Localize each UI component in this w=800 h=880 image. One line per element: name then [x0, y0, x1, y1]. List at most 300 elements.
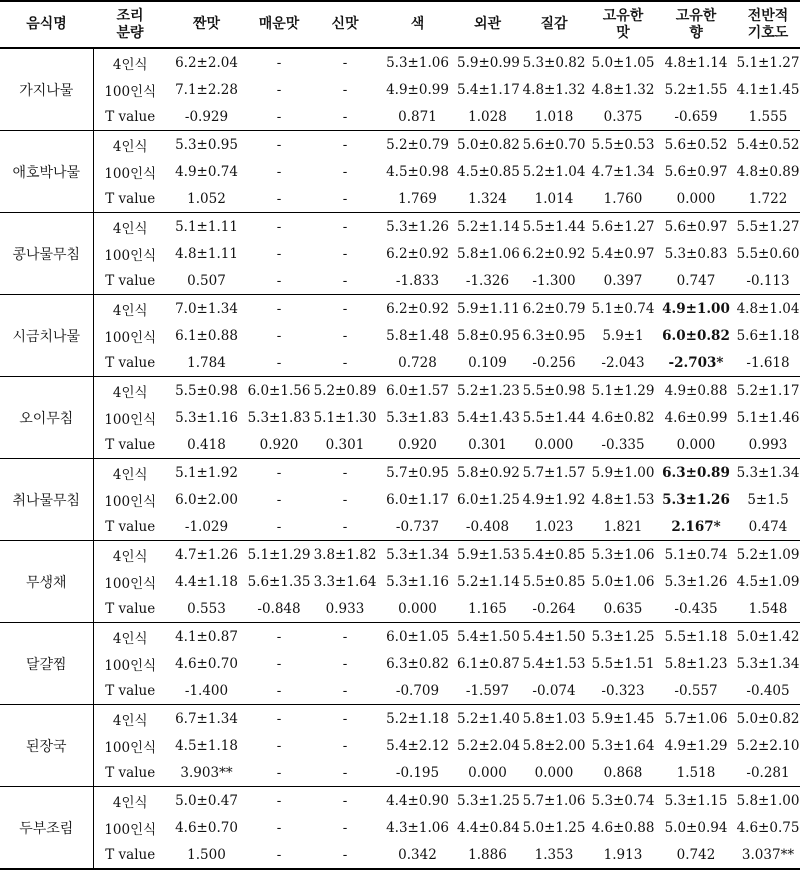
value-cell: 5.3±0.95 — [175, 136, 238, 153]
value-cell: 0.301 — [457, 431, 518, 459]
food-name-cell: 달걀찜 — [0, 623, 93, 705]
food-name-cell: 두부조림 — [0, 787, 93, 870]
t-value-row — [0, 431, 800, 459]
value-cell: 5.1±1.27 — [736, 54, 800, 71]
value-cell: 5.0±1.05 — [591, 54, 655, 71]
table-row — [0, 623, 800, 651]
value-cell: 5.0±1.25 — [522, 819, 586, 836]
table-row — [0, 568, 800, 595]
amount-cell: 100인식 — [104, 411, 157, 428]
value-cell: 5.6±0.97 — [664, 218, 728, 235]
value-cell: -1.326 — [457, 267, 518, 295]
amount-cell: 4인식 — [112, 630, 148, 647]
value-cell: - — [312, 349, 378, 377]
value-cell: 4.5±1.09 — [736, 573, 800, 590]
value-cell: 6.0±0.82 — [662, 327, 730, 344]
amount-cell: 4인식 — [112, 712, 148, 729]
value-cell: 4.5±0.85 — [457, 163, 520, 180]
t-value-row — [0, 267, 800, 295]
value-cell: 5.3±0.82 — [522, 54, 586, 71]
column-header: 외관 — [457, 1, 518, 48]
value-cell: -0.113 — [736, 267, 800, 295]
value-cell: 5.8±0.92 — [457, 464, 520, 481]
value-cell: 5.2±2.04 — [457, 737, 520, 754]
amount-cell: 100인식 — [104, 493, 157, 510]
value-cell: 5.5±1.27 — [736, 218, 800, 235]
value-cell: 5±1.5 — [747, 491, 789, 508]
value-cell: 1.052 — [167, 185, 246, 213]
value-cell: 5.2±2.10 — [736, 737, 800, 754]
value-cell: - — [342, 327, 348, 344]
t-value-row — [0, 677, 800, 705]
value-cell: - — [276, 792, 282, 809]
value-cell: 5.9±1.00 — [591, 464, 655, 481]
value-cell: 1.014 — [518, 185, 590, 213]
food-name-cell: 무생채 — [0, 541, 93, 623]
value-cell: 4.6±0.70 — [175, 655, 238, 672]
value-cell: 4.4±0.90 — [386, 792, 449, 809]
value-cell: 4.6±0.82 — [591, 409, 655, 426]
value-cell: 3.8±1.82 — [313, 546, 377, 563]
amount-cell: 100인식 — [104, 575, 157, 592]
table-row — [0, 404, 800, 431]
value-cell: 4.5±0.98 — [386, 163, 449, 180]
value-cell: 0.933 — [312, 595, 378, 623]
value-cell: - — [276, 655, 282, 672]
value-cell: 0.868 — [590, 759, 656, 787]
value-cell: - — [342, 819, 348, 836]
value-cell: 0.747 — [656, 267, 736, 295]
value-cell: 4.8±1.14 — [664, 54, 728, 71]
amount-cell: 100인식 — [104, 83, 157, 100]
table-row — [0, 650, 800, 677]
table-row — [0, 322, 800, 349]
value-cell: 6.0±1.17 — [386, 491, 449, 508]
value-cell: 5.8±1.00 — [736, 792, 800, 809]
value-cell: 4.6±0.70 — [175, 819, 238, 836]
value-cell: 7.1±2.28 — [175, 81, 238, 98]
value-cell: 5.8±1.03 — [522, 710, 586, 727]
amount-cell: T value — [93, 595, 167, 623]
value-cell: 5.2±1.17 — [736, 382, 800, 399]
value-cell: - — [342, 245, 348, 262]
amount-cell: 4인식 — [112, 302, 148, 319]
value-cell: 5.3±1.16 — [175, 409, 238, 426]
food-name-cell: 오이무침 — [0, 377, 93, 459]
amount-cell: 4인식 — [112, 384, 148, 401]
value-cell: 5.3±1.25 — [591, 628, 655, 645]
t-value-row — [0, 349, 800, 377]
table-body — [0, 48, 800, 869]
value-cell: 6.7±1.34 — [175, 710, 238, 727]
value-cell: 0.375 — [590, 103, 656, 131]
value-cell: 5.9±1 — [602, 327, 644, 344]
amount-cell: 100인식 — [104, 165, 157, 182]
value-cell: 5.9±1.53 — [457, 546, 520, 563]
value-cell: -0.323 — [590, 677, 656, 705]
value-cell: 5.6±0.52 — [664, 136, 728, 153]
value-cell: 5.3±1.83 — [386, 409, 449, 426]
value-cell: - — [342, 628, 348, 645]
value-cell: 5.6±1.35 — [247, 573, 311, 590]
value-cell: 5.3±1.26 — [386, 218, 449, 235]
value-cell: 5.3±1.83 — [247, 409, 311, 426]
value-cell: 5.3±1.16 — [386, 573, 449, 590]
value-cell: 5.5±0.53 — [591, 136, 655, 153]
value-cell: -0.408 — [457, 513, 518, 541]
value-cell: 5.5±1.51 — [591, 655, 655, 672]
food-name-cell: 취나물무침 — [0, 459, 93, 541]
value-cell: 5.1±1.29 — [591, 382, 655, 399]
food-name-cell: 콩나물무침 — [0, 213, 93, 295]
column-header: 고유한 맛 — [590, 1, 656, 48]
value-cell: - — [342, 136, 348, 153]
value-cell: 5.0±0.94 — [664, 819, 728, 836]
value-cell: 0.000 — [656, 431, 736, 459]
table-row — [0, 705, 800, 733]
value-cell: 0.397 — [590, 267, 656, 295]
value-cell: 1.555 — [736, 103, 800, 131]
column-header: 짠맛 — [167, 1, 246, 48]
value-cell: -0.848 — [246, 595, 312, 623]
value-cell: 0.742 — [656, 841, 736, 869]
value-cell: 0.301 — [312, 431, 378, 459]
column-header: 신맛 — [312, 1, 378, 48]
value-cell: 5.1±1.30 — [313, 409, 377, 426]
value-cell: 5.5±0.98 — [522, 382, 586, 399]
column-header: 매운맛 — [246, 1, 312, 48]
value-cell: 6.2±2.04 — [175, 54, 238, 71]
value-cell: -0.256 — [518, 349, 590, 377]
value-cell: 5.4±2.12 — [386, 737, 449, 754]
value-cell: 5.3±1.25 — [457, 792, 520, 809]
value-cell: - — [246, 513, 312, 541]
value-cell: 5.7±1.57 — [522, 464, 586, 481]
value-cell: 5.7±1.06 — [522, 792, 586, 809]
value-cell: 5.0±0.82 — [457, 136, 520, 153]
amount-cell: 4인식 — [112, 794, 148, 811]
food-name-cell: 된장국 — [0, 705, 93, 787]
value-cell: -1.400 — [167, 677, 246, 705]
value-cell: -1.029 — [167, 513, 246, 541]
value-cell: - — [276, 737, 282, 754]
value-cell: 6.1±0.88 — [175, 327, 238, 344]
amount-cell: 100인식 — [104, 739, 157, 756]
value-cell: 5.9±0.99 — [457, 54, 520, 71]
value-cell: -0.335 — [590, 431, 656, 459]
value-cell: 4.9±1.92 — [522, 491, 586, 508]
value-cell: 5.2±1.55 — [664, 81, 728, 98]
value-cell: 2.167* — [656, 513, 736, 541]
value-cell: 5.6±1.18 — [736, 327, 800, 344]
value-cell: 0.109 — [457, 349, 518, 377]
table-row — [0, 732, 800, 759]
value-cell: 6.0±2.00 — [175, 491, 238, 508]
column-header: 고유한 향 — [656, 1, 736, 48]
value-cell: 5.3±0.74 — [591, 792, 655, 809]
value-cell: 0.000 — [656, 185, 736, 213]
table-row — [0, 48, 800, 76]
value-cell: 0.920 — [246, 431, 312, 459]
value-cell: 5.3±1.34 — [386, 546, 449, 563]
t-value-row — [0, 513, 800, 541]
value-cell: 5.1±1.46 — [736, 409, 800, 426]
value-cell: 4.9±0.74 — [175, 163, 238, 180]
t-value-row — [0, 759, 800, 787]
value-cell: 4.6±0.99 — [664, 409, 728, 426]
value-cell: 5.5±1.44 — [522, 218, 586, 235]
t-value-row — [0, 841, 800, 869]
value-cell: 4.9±1.29 — [664, 737, 728, 754]
value-cell: - — [342, 163, 348, 180]
value-cell: 5.4±1.17 — [457, 81, 520, 98]
amount-cell: 4인식 — [112, 56, 148, 73]
value-cell: 5.1±1.29 — [247, 546, 311, 563]
value-cell: 4.1±1.45 — [736, 81, 800, 98]
value-cell: 5.8±1.06 — [457, 245, 520, 262]
value-cell: 5.5±0.98 — [175, 382, 238, 399]
amount-cell: 100인식 — [104, 821, 157, 838]
value-cell: 5.5±0.60 — [736, 245, 800, 262]
t-value-row — [0, 103, 800, 131]
value-cell: 1.760 — [590, 185, 656, 213]
value-cell: 6.3±0.95 — [522, 327, 586, 344]
value-cell: 5.6±0.70 — [522, 136, 586, 153]
value-cell: 4.6±0.75 — [736, 819, 800, 836]
value-cell: 5.8±2.00 — [522, 737, 586, 754]
value-cell: - — [342, 710, 348, 727]
amount-cell: 4인식 — [112, 138, 148, 155]
value-cell: 0.507 — [167, 267, 246, 295]
amount-cell: 100인식 — [104, 657, 157, 674]
value-cell: 5.4±1.43 — [457, 409, 520, 426]
value-cell: 5.1±1.11 — [175, 218, 238, 235]
value-cell: - — [246, 349, 312, 377]
value-cell: -0.264 — [518, 595, 590, 623]
value-cell: 0.728 — [378, 349, 457, 377]
value-cell: 5.5±1.44 — [522, 409, 586, 426]
value-cell: - — [246, 103, 312, 131]
value-cell: - — [276, 327, 282, 344]
value-cell: 5.5±0.85 — [522, 573, 586, 590]
value-cell: 5.4±1.53 — [522, 655, 586, 672]
table-row — [0, 787, 800, 815]
value-cell: 5.8±0.95 — [457, 327, 520, 344]
value-cell: 6.2±0.92 — [522, 245, 586, 262]
value-cell: 0.553 — [167, 595, 246, 623]
value-cell: 0.000 — [518, 759, 590, 787]
value-cell: -1.300 — [518, 267, 590, 295]
value-cell: 5.6±1.27 — [591, 218, 655, 235]
value-cell: 4.8±1.32 — [522, 81, 586, 98]
value-cell: - — [342, 655, 348, 672]
column-header: 질감 — [518, 1, 590, 48]
value-cell: 6.0±1.57 — [386, 382, 449, 399]
t-value-row — [0, 185, 800, 213]
value-cell: -0.659 — [656, 103, 736, 131]
column-header: 전반적 기호도 — [736, 1, 800, 48]
value-cell: 4.4±1.18 — [175, 573, 238, 590]
value-cell: - — [246, 677, 312, 705]
value-cell: 1.500 — [167, 841, 246, 869]
table-row — [0, 213, 800, 241]
value-cell: 4.1±0.87 — [175, 628, 238, 645]
value-cell: 5.2±0.89 — [313, 382, 377, 399]
value-cell: - — [342, 54, 348, 71]
amount-cell: T value — [93, 513, 167, 541]
value-cell: 5.9±1.45 — [591, 710, 655, 727]
value-cell: 5.3±1.34 — [736, 655, 800, 672]
value-cell: 4.8±1.32 — [591, 81, 655, 98]
table-row — [0, 240, 800, 267]
value-cell: -1.618 — [736, 349, 800, 377]
food-name-cell: 애호박나물 — [0, 131, 93, 213]
value-cell: 5.3±1.64 — [591, 737, 655, 754]
value-cell: 5.4±0.97 — [591, 245, 655, 262]
value-cell: 7.0±1.34 — [175, 300, 238, 317]
amount-cell: T value — [93, 267, 167, 295]
value-cell: 4.8±1.53 — [591, 491, 655, 508]
value-cell: 5.2±1.14 — [457, 573, 520, 590]
value-cell: - — [312, 841, 378, 869]
value-cell: 5.2±1.14 — [457, 218, 520, 235]
value-cell: 5.4±1.50 — [522, 628, 586, 645]
value-cell: 4.7±1.26 — [175, 546, 238, 563]
value-cell: -0.405 — [736, 677, 800, 705]
value-cell: - — [276, 464, 282, 481]
value-cell: - — [342, 737, 348, 754]
value-cell: 5.3±1.06 — [591, 546, 655, 563]
value-cell: - — [276, 218, 282, 235]
value-cell: 5.3±1.06 — [386, 54, 449, 71]
value-cell: - — [342, 81, 348, 98]
value-cell: - — [312, 103, 378, 131]
value-cell: 5.0±0.82 — [736, 710, 800, 727]
value-cell: 6.2±0.92 — [386, 300, 449, 317]
value-cell: 4.3±1.06 — [386, 819, 449, 836]
value-cell: 6.0±1.56 — [247, 382, 311, 399]
value-cell: 5.1±0.74 — [591, 300, 655, 317]
value-cell: 6.0±1.25 — [457, 491, 520, 508]
value-cell: - — [312, 267, 378, 295]
value-cell: 1.324 — [457, 185, 518, 213]
value-cell: 6.3±0.89 — [662, 464, 730, 481]
amount-cell: T value — [93, 677, 167, 705]
value-cell: - — [276, 491, 282, 508]
value-cell: 5.0±0.47 — [175, 792, 238, 809]
value-cell: 5.2±1.23 — [457, 382, 520, 399]
column-header: 음식명 — [0, 1, 93, 48]
value-cell: - — [312, 677, 378, 705]
value-cell: -0.709 — [378, 677, 457, 705]
value-cell: - — [342, 491, 348, 508]
value-cell: - — [312, 185, 378, 213]
value-cell: 4.9±0.99 — [386, 81, 449, 98]
value-cell: - — [276, 136, 282, 153]
amount-cell: 100인식 — [104, 247, 157, 264]
value-cell: 5.2±1.40 — [457, 710, 520, 727]
value-cell: 6.2±0.92 — [386, 245, 449, 262]
food-name-cell: 가지나물 — [0, 48, 93, 131]
value-cell: - — [246, 185, 312, 213]
value-cell: 5.8±1.23 — [664, 655, 728, 672]
value-cell: 4.9±1.00 — [662, 300, 730, 317]
value-cell: 5.2±1.04 — [522, 163, 586, 180]
value-cell: 0.000 — [518, 431, 590, 459]
value-cell: 4.5±1.18 — [175, 737, 238, 754]
value-cell: 1.821 — [590, 513, 656, 541]
value-cell: 0.871 — [378, 103, 457, 131]
amount-cell: 4인식 — [112, 548, 148, 565]
table-row — [0, 814, 800, 841]
value-cell: 6.1±0.87 — [457, 655, 520, 672]
value-cell: 5.7±0.95 — [386, 464, 449, 481]
value-cell: - — [276, 300, 282, 317]
value-cell: 5.3±1.15 — [664, 792, 728, 809]
value-cell: 0.993 — [736, 431, 800, 459]
value-cell: 5.0±1.42 — [736, 628, 800, 645]
value-cell: - — [246, 759, 312, 787]
value-cell: 6.0±1.05 — [386, 628, 449, 645]
value-cell: 4.9±0.88 — [664, 382, 728, 399]
value-cell: 1.165 — [457, 595, 518, 623]
value-cell: 6.3±0.82 — [386, 655, 449, 672]
value-cell: -0.074 — [518, 677, 590, 705]
value-cell: -1.597 — [457, 677, 518, 705]
value-cell: 1.886 — [457, 841, 518, 869]
column-header: 조리 분량 — [93, 1, 167, 48]
amount-cell: T value — [93, 349, 167, 377]
value-cell: -0.557 — [656, 677, 736, 705]
amount-cell: T value — [93, 431, 167, 459]
value-cell: 0.000 — [457, 759, 518, 787]
value-cell: - — [342, 218, 348, 235]
table-row — [0, 486, 800, 513]
value-cell: - — [246, 841, 312, 869]
table-row — [0, 541, 800, 569]
value-cell: 5.7±1.06 — [664, 710, 728, 727]
value-cell: 5.8±1.48 — [386, 327, 449, 344]
value-cell: 3.903** — [167, 759, 246, 787]
value-cell: - — [246, 267, 312, 295]
value-cell: -0.195 — [378, 759, 457, 787]
value-cell: - — [276, 819, 282, 836]
value-cell: 5.0±1.06 — [591, 573, 655, 590]
value-cell: 6.2±0.79 — [522, 300, 586, 317]
amount-cell: T value — [93, 841, 167, 869]
value-cell: 3.037** — [736, 841, 800, 869]
value-cell: 1.023 — [518, 513, 590, 541]
value-cell: - — [342, 464, 348, 481]
value-cell: -0.281 — [736, 759, 800, 787]
value-cell: 5.5±1.18 — [664, 628, 728, 645]
value-cell: 4.8±1.11 — [175, 245, 238, 262]
t-value-row — [0, 595, 800, 623]
value-cell: 0.342 — [378, 841, 457, 869]
amount-cell: 4인식 — [112, 466, 148, 483]
value-cell: -2.703* — [656, 349, 736, 377]
value-cell: 0.920 — [378, 431, 457, 459]
value-cell: 5.6±0.97 — [664, 163, 728, 180]
value-cell: - — [312, 513, 378, 541]
value-cell: 1.018 — [518, 103, 590, 131]
value-cell: - — [276, 710, 282, 727]
value-cell: - — [276, 81, 282, 98]
value-cell: 5.1±1.92 — [175, 464, 238, 481]
value-cell: 5.4±0.85 — [522, 546, 586, 563]
value-cell: 1.722 — [736, 185, 800, 213]
amount-cell: T value — [93, 185, 167, 213]
